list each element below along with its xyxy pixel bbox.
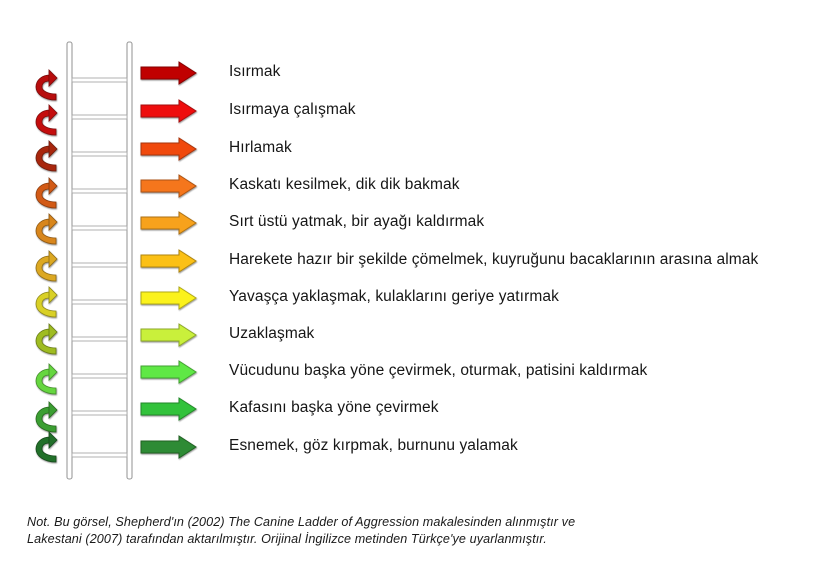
curved-arrow-icon (36, 178, 57, 208)
curved-arrow-icon (36, 324, 57, 354)
curved-arrow-icon (36, 214, 57, 244)
right-arrow-icon (141, 62, 196, 84)
step-label: Vücudunu başka yöne çevirmek, oturmak, patisini kaldırmak (229, 362, 648, 379)
curved-arrow-icon (36, 105, 57, 135)
curved-arrow-icon (36, 70, 57, 100)
ladder-rung (72, 189, 127, 193)
ladder-rung (72, 300, 127, 304)
step-label: Kafasını başka yöne çevirmek (229, 399, 439, 416)
right-arrow-icon (141, 212, 196, 234)
curved-arrow-icon (36, 251, 57, 281)
right-arrow-icon (141, 100, 196, 122)
step-label: Kaskatı kesilmek, dik dik bakmak (229, 176, 460, 193)
step-label: Uzaklaşmak (229, 325, 315, 342)
curved-arrow-icon (36, 364, 57, 394)
step-label: Esnemek, göz kırpmak, burnunu yalamak (229, 437, 518, 454)
right-arrow-icon (141, 361, 196, 383)
ladder-rung (72, 337, 127, 341)
right-arrow-icon (141, 398, 196, 420)
note-line-2: Lakestani (2007) tarafından aktarılmıştır. Orijinal İngilizce metinden Türkçe'ye uyarlanmıştır. (27, 532, 547, 546)
ladder-icon (67, 42, 132, 479)
curved-arrow-icon (36, 287, 57, 317)
right-arrow-icon (141, 287, 196, 309)
right-arrow-icon (141, 138, 196, 160)
ladder-rung (72, 263, 127, 267)
ladder-rung (72, 152, 127, 156)
ladder-rung (72, 226, 127, 230)
curved-arrow-icon (36, 432, 57, 462)
ladder-rung (72, 374, 127, 378)
right-arrow-icon (141, 175, 196, 197)
step-label: Hırlamak (229, 139, 292, 156)
arrow-column (141, 62, 196, 458)
step-label: Isırmaya çalışmak (229, 101, 356, 118)
step-label: Sırt üstü yatmak, bir ayağı kaldırmak (229, 213, 485, 230)
figure-note (27, 514, 807, 548)
note-line-1: Not. Bu görsel, Shepherd'ın (2002) The Canine Ladder of Aggression makalesinden alınmıştır ve (27, 515, 576, 529)
ladder-rung (72, 115, 127, 119)
curved-arrow-icon (36, 402, 57, 432)
ladder-rung (72, 411, 127, 415)
ladder-rung (72, 453, 127, 457)
right-arrow-icon (141, 250, 196, 272)
ladder-rung (72, 78, 127, 82)
right-arrow-icon (141, 324, 196, 346)
step-label: Isırmak (229, 63, 281, 80)
step-label: Harekete hazır bir şekilde çömelmek, kuyruğunu bacaklarının arasına almak (229, 251, 759, 268)
right-arrow-icon (141, 436, 196, 458)
escalation-spiral (36, 70, 57, 462)
curved-arrow-icon (36, 141, 57, 171)
step-label: Yavaşça yaklaşmak, kulaklarını geriye yatırmak (229, 288, 559, 305)
